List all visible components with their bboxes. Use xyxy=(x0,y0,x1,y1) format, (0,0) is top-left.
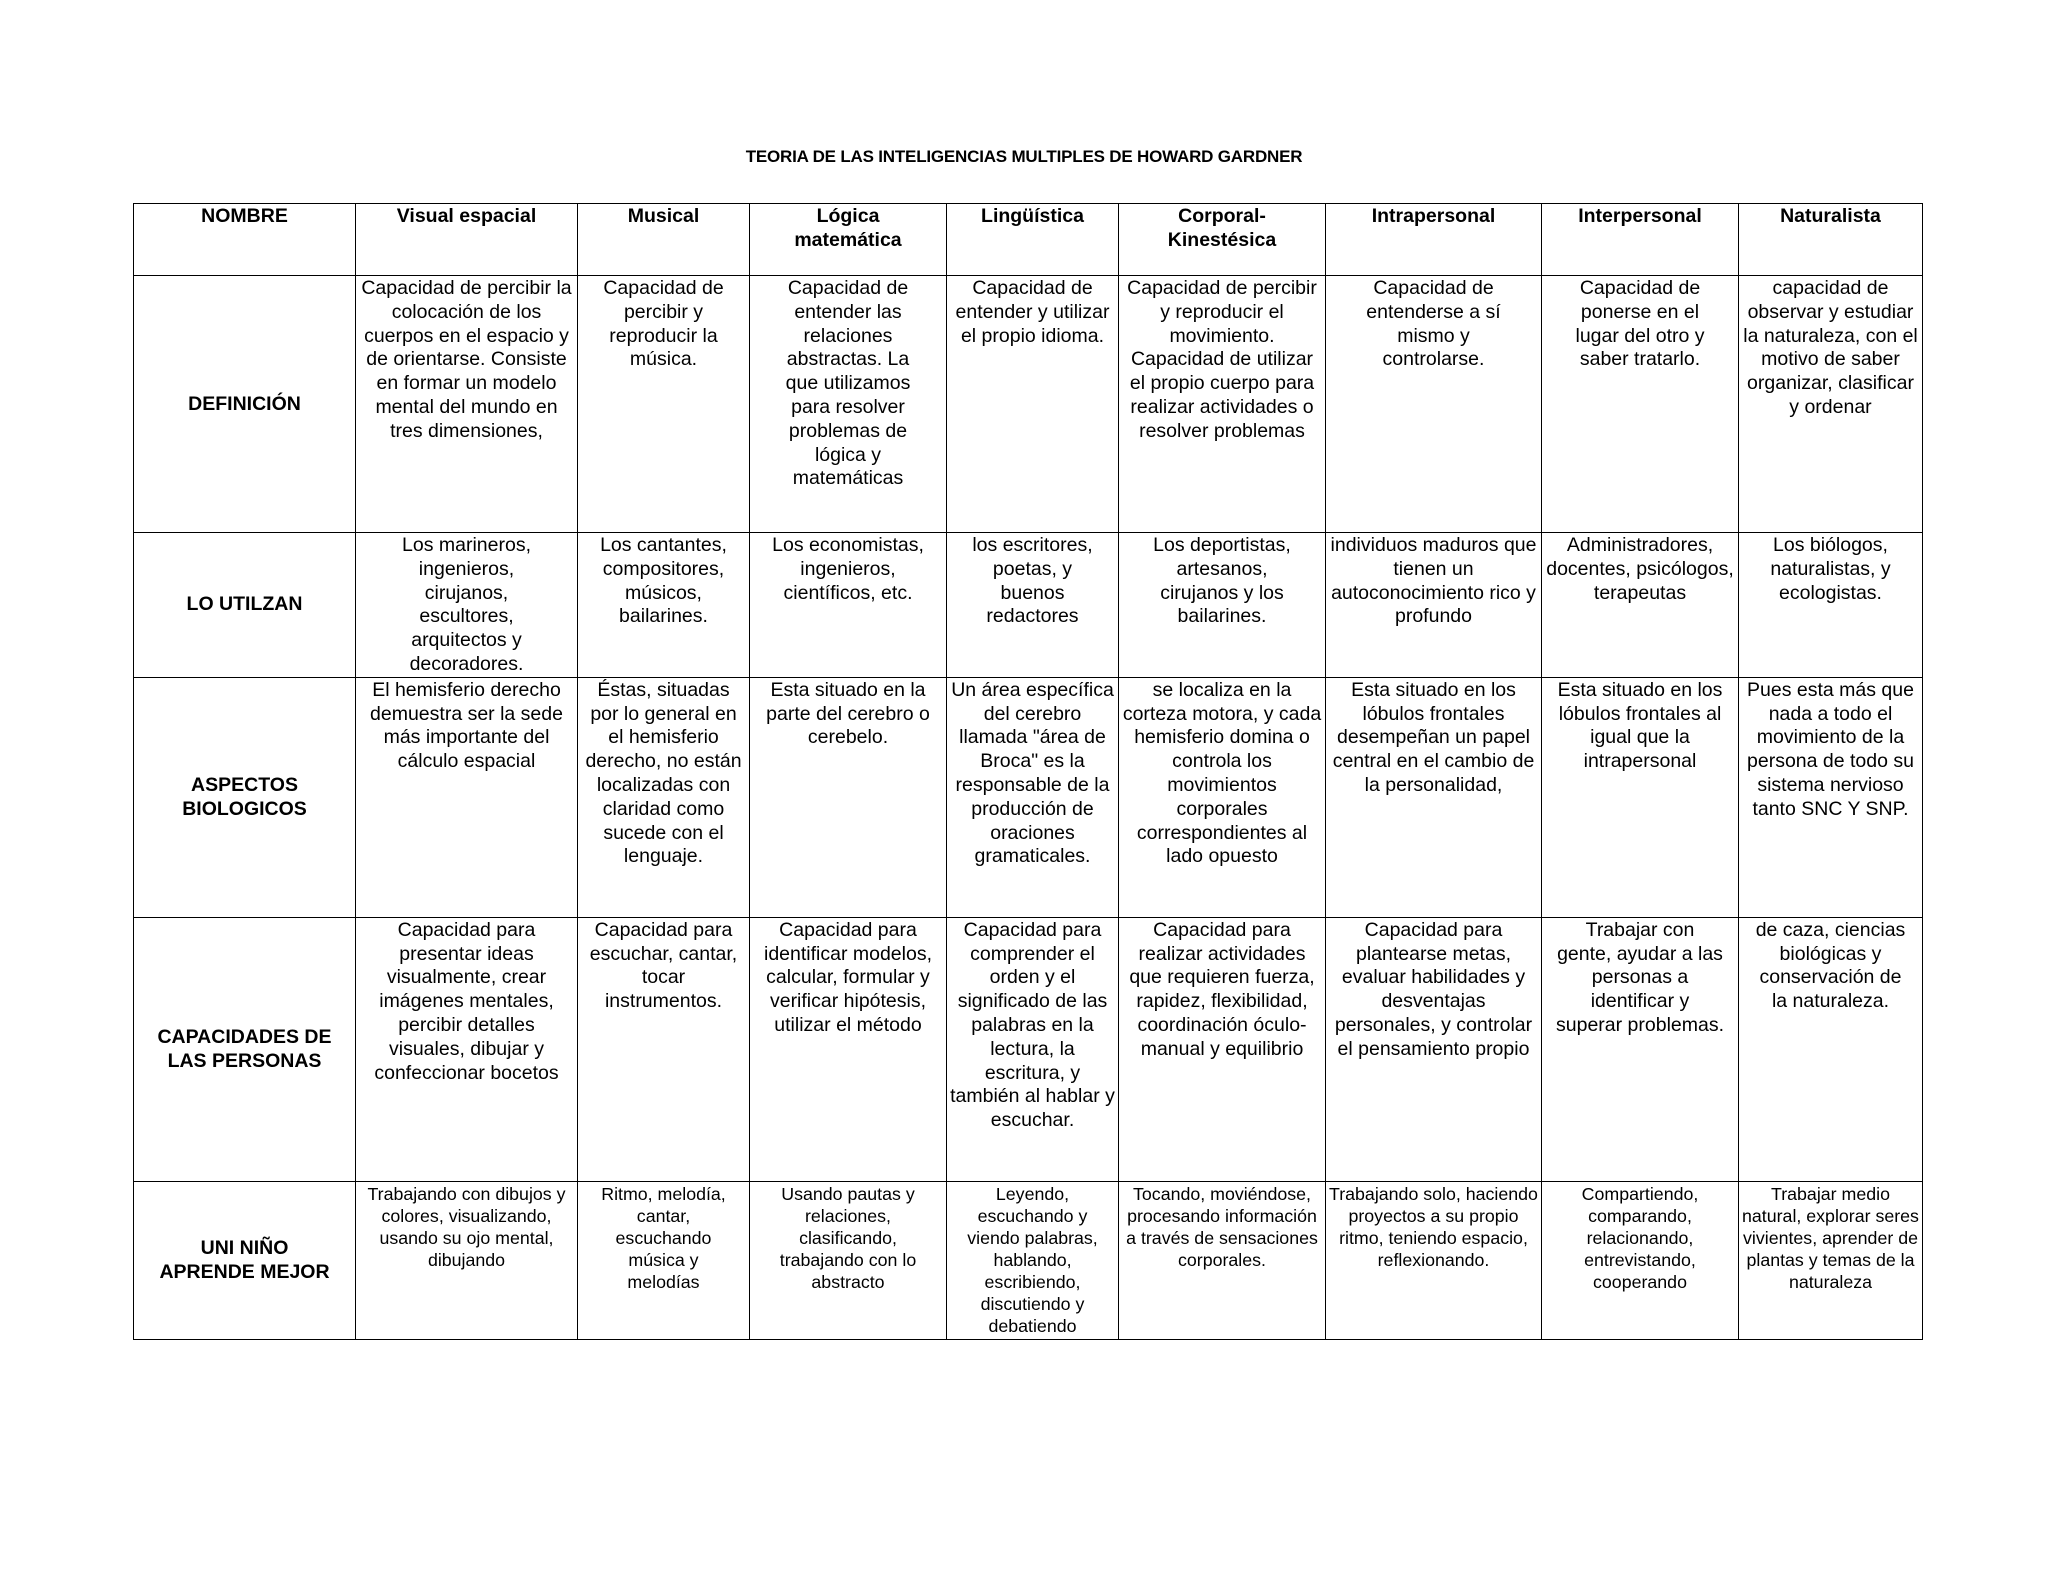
table-cell: Leyendo, escuchando y viendo palabras, hablando, escribiendo, discutiendo y debatiendo xyxy=(947,1181,1119,1339)
table-row-aprende-mejor xyxy=(134,1181,1923,1339)
table-cell: Capacidad para escuchar, cantar, tocar instrumentos. xyxy=(578,917,750,1181)
table-cell: Capacidad de ponerse en el lugar del otro y saber tratarlo. xyxy=(1542,276,1739,533)
table-cell: Capacidad de percibir y reproducir el movimiento. Capacidad de utilizar el propio cuerpo para realizar actividades o resolver problemas xyxy=(1119,276,1326,533)
table-cell: Los biólogos, naturalistas, y ecologistas. xyxy=(1739,533,1923,678)
header-interpersonal: Interpersonal xyxy=(1542,204,1739,276)
header-corporal-kinestesica: Corporal-Kinestésica xyxy=(1119,204,1326,276)
table-row-capacidades xyxy=(134,917,1923,1181)
header-intrapersonal: Intrapersonal xyxy=(1326,204,1542,276)
table-cell: Éstas, situadas por lo general en el hemisferio derecho, no están localizadas con claridad como sucede con el lenguaje. xyxy=(578,677,750,917)
table-cell: los escritores, poetas, y buenos redactores xyxy=(947,533,1119,678)
table-cell: Los deportistas, artesanos, cirujanos y los bailarines. xyxy=(1119,533,1326,678)
table-cell: Capacidad de percibir y reproducir la música. xyxy=(578,276,750,533)
table-cell: Compartiendo, comparando, relacionando, entrevistando, cooperando xyxy=(1542,1181,1739,1339)
table-cell: Pues esta más que nada a todo el movimiento de la persona de todo su sistema nervioso tanto SNC Y SNP. xyxy=(1739,677,1923,917)
header-linguistica: Lingüística xyxy=(947,204,1119,276)
table-cell: Esta situado en los lóbulos frontales desempeñan un papel central en el cambio de la personalidad, xyxy=(1326,677,1542,917)
header-row xyxy=(134,204,1923,276)
table-cell: capacidad de observar y estudiar la naturaleza, con el motivo de saber organizar, clasificar y ordenar xyxy=(1739,276,1923,533)
document-title: TEORIA DE LAS INTELIGENCIAS MULTIPLES DE HOWARD GARDNER xyxy=(745,147,1303,166)
header-musical: Musical xyxy=(578,204,750,276)
table-cell: Capacidad para realizar actividades que requieren fuerza, rapidez, flexibilidad, coordinación óculo-manual y equilibrio xyxy=(1119,917,1326,1181)
table-row-definicion xyxy=(134,276,1923,533)
header-naturalista: Naturalista xyxy=(1739,204,1923,276)
table-cell: Capacidad para identificar modelos, calcular, formular y verificar hipótesis, utilizar el método xyxy=(750,917,947,1181)
table-cell: Capacidad para plantearse metas, evaluar habilidades y desventajas personales, y controlar el pensamiento propio xyxy=(1326,917,1542,1181)
table-cell: Esta situado en los lóbulos frontales al igual que la intrapersonal xyxy=(1542,677,1739,917)
header-visual-espacial: Visual espacial xyxy=(356,204,578,276)
table-cell: Un área específica del cerebro llamada "área de Broca" es la responsable de la producción de oraciones gramaticales. xyxy=(947,677,1119,917)
table-cell: Tocando, moviéndose, procesando información a través de sensaciones corporales. xyxy=(1119,1181,1326,1339)
table-row-lo-utilzan xyxy=(134,533,1923,678)
table-cell: de caza, ciencias biológicas y conservación de la naturaleza. xyxy=(1739,917,1923,1181)
row-label: DEFINICIÓN xyxy=(134,276,356,533)
intelligences-table xyxy=(133,203,1923,1340)
row-label: ASPECTOS BIOLOGICOS xyxy=(134,677,356,917)
table-cell: se localiza en la corteza motora, y cada hemisferio domina o controla los movimientos corporales correspondientes al lado opuesto xyxy=(1119,677,1326,917)
table-cell: Trabajar con gente, ayudar a las personas a identificar y superar problemas. xyxy=(1542,917,1739,1181)
table-cell: Capacidad para presentar ideas visualmente, crear imágenes mentales, percibir detalles visuales, dibujar y confeccionar bocetos xyxy=(356,917,578,1181)
table-cell: Usando pautas y relaciones, clasificando, trabajando con lo abstracto xyxy=(750,1181,947,1339)
table-cell: Capacidad de percibir la colocación de los cuerpos en el espacio y de orientarse. Consiste en formar un modelo mental del mundo en tres dimensiones, xyxy=(356,276,578,533)
table-cell: Capacidad para comprender el orden y el significado de las palabras en la lectura, la escritura, y también al hablar y escuchar. xyxy=(947,917,1119,1181)
table-cell: individuos maduros que tienen un autoconocimiento rico y profundo xyxy=(1326,533,1542,678)
table-cell: Trabajando solo, haciendo proyectos a su propio ritmo, teniendo espacio, reflexionando. xyxy=(1326,1181,1542,1339)
table-cell: Esta situado en la parte del cerebro o cerebelo. xyxy=(750,677,947,917)
table-cell: El hemisferio derecho demuestra ser la sede más importante del cálculo espacial xyxy=(356,677,578,917)
table-cell: Administradores, docentes, psicólogos, terapeutas xyxy=(1542,533,1739,678)
row-label: CAPACIDADES DE LAS PERSONAS xyxy=(134,917,356,1181)
table-cell: Trabajar medio natural, explorar seres vivientes, aprender de plantas y temas de la naturaleza xyxy=(1739,1181,1923,1339)
table-cell: Capacidad de entenderse a sí mismo y controlarse. xyxy=(1326,276,1542,533)
table-row-aspectos-biologicos xyxy=(134,677,1923,917)
header-nombre: NOMBRE xyxy=(134,204,356,276)
header-logica-matematica: Lógica matemática xyxy=(750,204,947,276)
row-label: UNI NIÑO APRENDE MEJOR xyxy=(134,1181,356,1339)
table-cell: Capacidad de entender las relaciones abstractas. La que utilizamos para resolver problemas de lógica y matemáticas xyxy=(750,276,947,533)
table-cell: Ritmo, melodía, cantar, escuchando música y melodías xyxy=(578,1181,750,1339)
table-cell: Los marineros, ingenieros, cirujanos, escultores, arquitectos y decoradores. xyxy=(356,533,578,678)
table-cell: Los economistas, ingenieros, científicos, etc. xyxy=(750,533,947,678)
table-cell: Capacidad de entender y utilizar el propio idioma. xyxy=(947,276,1119,533)
row-label: LO UTILZAN xyxy=(134,533,356,678)
table-cell: Trabajando con dibujos y colores, visualizando, usando su ojo mental, dibujando xyxy=(356,1181,578,1339)
table-cell: Los cantantes, compositores, músicos, bailarines. xyxy=(578,533,750,678)
